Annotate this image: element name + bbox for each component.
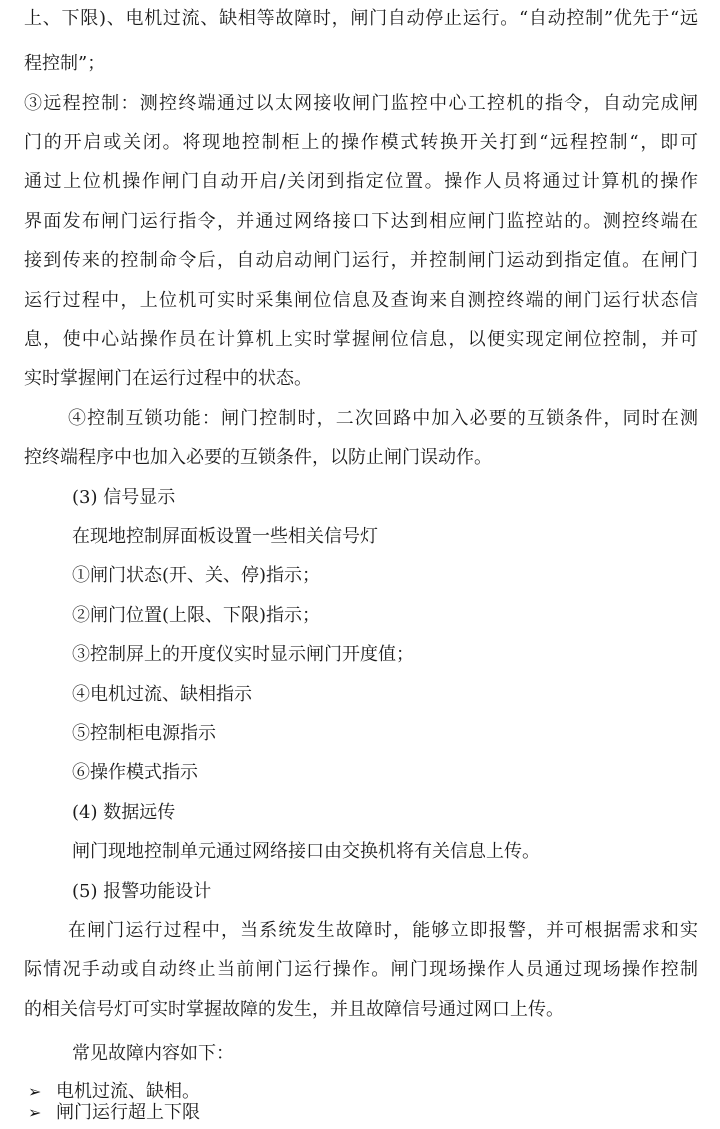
- text-line: 程控制”；: [24, 53, 106, 74]
- text-line: 门的开启或关闭。将现地控制柜上的操作模式转换开关打到“远程控制“，即可: [24, 132, 698, 153]
- bullet-item: [28, 1099, 200, 1127]
- list-item: ③控制屏上的开度仪实时显示闸门开度值；: [72, 644, 414, 665]
- section-heading: (3) 信号显示: [72, 487, 176, 508]
- text-line: 实时掌握闸门在运行过程中的状态。: [24, 368, 312, 389]
- text-line: ④控制互锁功能：闸门控制时，二次回路中加入必要的互锁条件，同时在测: [68, 408, 698, 429]
- list-item: ⑥操作模式指示: [72, 762, 198, 783]
- section-heading: (4) 数据远传: [72, 802, 176, 823]
- bullet-text: 闸门运行超上下限: [56, 1102, 200, 1123]
- bullet-text: 电机过流、缺相。: [56, 1081, 200, 1102]
- arrow-bullet-icon: ➢: [28, 1082, 42, 1101]
- list-item: ⑤控制柜电源指示: [72, 723, 216, 744]
- text-line: 常见故障内容如下：: [72, 1043, 234, 1064]
- text-line: 在现地控制屏面板设置一些相关信号灯: [72, 526, 378, 547]
- section-heading: (5) 报警功能设计: [72, 881, 212, 902]
- text-line: 在闸门运行过程中，当系统发生故障时，能够立即报警，并可根据需求和实: [68, 920, 698, 941]
- text-line: 界面发布闸门运行指令，并通过网络接口下达到相应闸门监控站的。测控终端在: [24, 211, 698, 232]
- list-item: ①闸门状态(开、关、停)指示；: [72, 565, 321, 586]
- list-item: ④电机过流、缺相指示: [72, 684, 252, 705]
- list-item: ②闸门位置(上限、下限)指示；: [72, 605, 321, 626]
- text-line: 上、下限)、电机过流、缺相等故障时，闸门自动停止运行。“自动控制”优先于“远: [24, 8, 698, 29]
- text-line: ③远程控制：测控终端通过以太网接收闸门监控中心工控机的指令，自动完成闸: [24, 93, 698, 114]
- arrow-bullet-icon: ➢: [28, 1103, 42, 1122]
- text-line: 闸门现地控制单元通过网络接口由交换机将有关信息上传。: [72, 841, 540, 862]
- text-line: 际情况手动或自动终止当前闸门运行操作。闸门现场操作人员通过现场操作控制: [24, 959, 698, 980]
- text-line: 接到传来的控制命令后，自动启动闸门运行，并控制闸门运动到指定值。在闸门: [24, 250, 698, 271]
- text-line: 的相关信号灯可实时掌握故障的发生，并且故障信号通过网口上传。: [24, 999, 564, 1020]
- text-line: 运行过程中，上位机可实时采集闸位信息及查询来自测控终端的闸门运行状态信: [24, 290, 698, 311]
- text-line: 息，使中心站操作员在计算机上实时掌握闸位信息，以便实现定闸位控制，并可: [24, 329, 698, 350]
- text-line: 控终端程序中也加入必要的互锁条件，以防止闸门误动作。: [24, 447, 492, 468]
- text-line: 通过上位机操作闸门自动开启/关闭到指定位置。操作人员将通过计算机的操作: [24, 171, 698, 192]
